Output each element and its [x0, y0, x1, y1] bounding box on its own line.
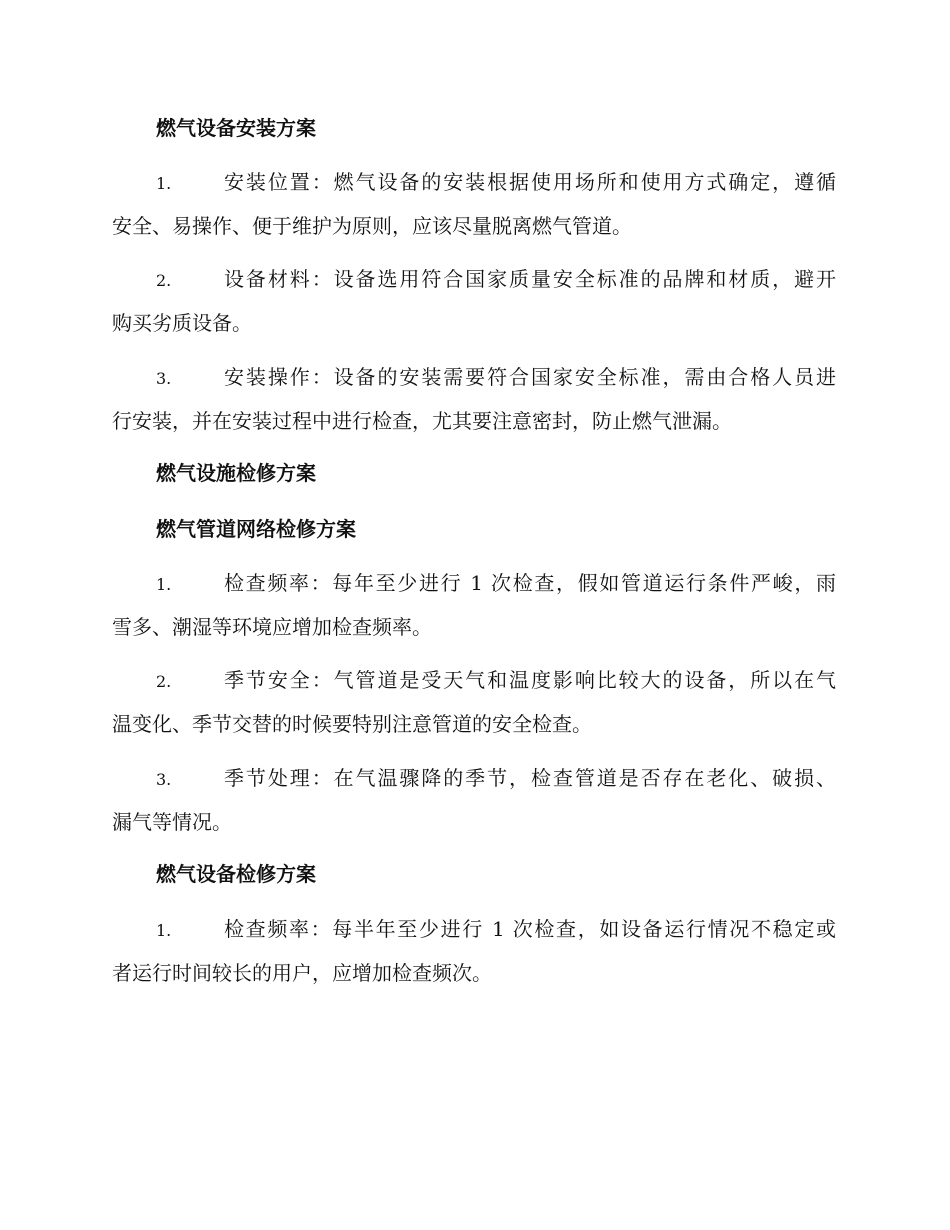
- section-heading-gas-facility-maintenance: 燃气设施检修方案: [156, 461, 316, 485]
- list-item-continuation: 安全、易操作、便于维护为原则，应该尽量脱离燃气管道。: [112, 214, 632, 238]
- list-item-text: 设备材料：设备选用符合国家质量安全标准的品牌和材质，避开: [224, 267, 836, 291]
- list-item: [112, 355, 836, 443]
- list-item-continuation: 行安装，并在安装过程中进行检查，尤其要注意密封，防止燃气泄漏。: [112, 409, 732, 433]
- list-item-number: 1.: [156, 575, 172, 594]
- list-item-number: 3.: [156, 770, 172, 789]
- section-heading-gas-equipment-installation: 燃气设备安装方案: [156, 116, 316, 140]
- list-item-continuation: 购买劣质设备。: [112, 311, 252, 335]
- list-item-continuation: 雪多、潮湿等环境应增加检查频率。: [112, 615, 432, 639]
- list-item-text: 安装操作：设备的安装需要符合国家安全标准，需由合格人员进: [224, 365, 836, 389]
- list-item-text: 检查频率：每半年至少进行 1 次检查，如设备运行情况不稳定或: [224, 917, 836, 941]
- list-item-number: 3.: [156, 369, 172, 388]
- list-item-first-line: [112, 355, 836, 399]
- list-item: [112, 658, 836, 746]
- list-item-first-line: [112, 658, 836, 702]
- list-item-first-line: [112, 160, 836, 204]
- section-heading-pipeline-network-maintenance: 燃气管道网络检修方案: [156, 517, 356, 541]
- list-item-first-line: [112, 257, 836, 301]
- list-item-text: 检查频率：每年至少进行 1 次检查，假如管道运行条件严峻，雨: [224, 571, 836, 595]
- list-item-text: 季节安全：气管道是受天气和温度影响比较大的设备，所以在气: [224, 668, 836, 692]
- list-item-first-line: [112, 561, 836, 605]
- list-item-continuation: 温变化、季节交替的时候要特别注意管道的安全检查。: [112, 712, 592, 736]
- list-item-continuation: 漏气等情况。: [112, 810, 232, 834]
- list-item-text: 季节处理：在气温骤降的季节，检查管道是否存在老化、破损、: [224, 766, 836, 790]
- list-item-number: 2.: [156, 672, 172, 691]
- list-item-first-line: [112, 756, 836, 800]
- list-item: [112, 907, 836, 995]
- list-item: [112, 561, 836, 649]
- list-item-first-line: [112, 907, 836, 951]
- list-item: [112, 257, 836, 345]
- list-item-continuation: 者运行时间较长的用户，应增加检查频次。: [112, 961, 492, 985]
- list-item: [112, 160, 836, 248]
- section-heading-gas-equipment-maintenance: 燃气设备检修方案: [156, 862, 316, 886]
- list-item-text: 安装位置：燃气设备的安装根据使用场所和使用方式确定，遵循: [224, 170, 836, 194]
- list-item-number: 2.: [156, 271, 172, 290]
- list-item: [112, 756, 836, 844]
- list-item-number: 1.: [156, 174, 172, 193]
- list-item-number: 1.: [156, 921, 172, 940]
